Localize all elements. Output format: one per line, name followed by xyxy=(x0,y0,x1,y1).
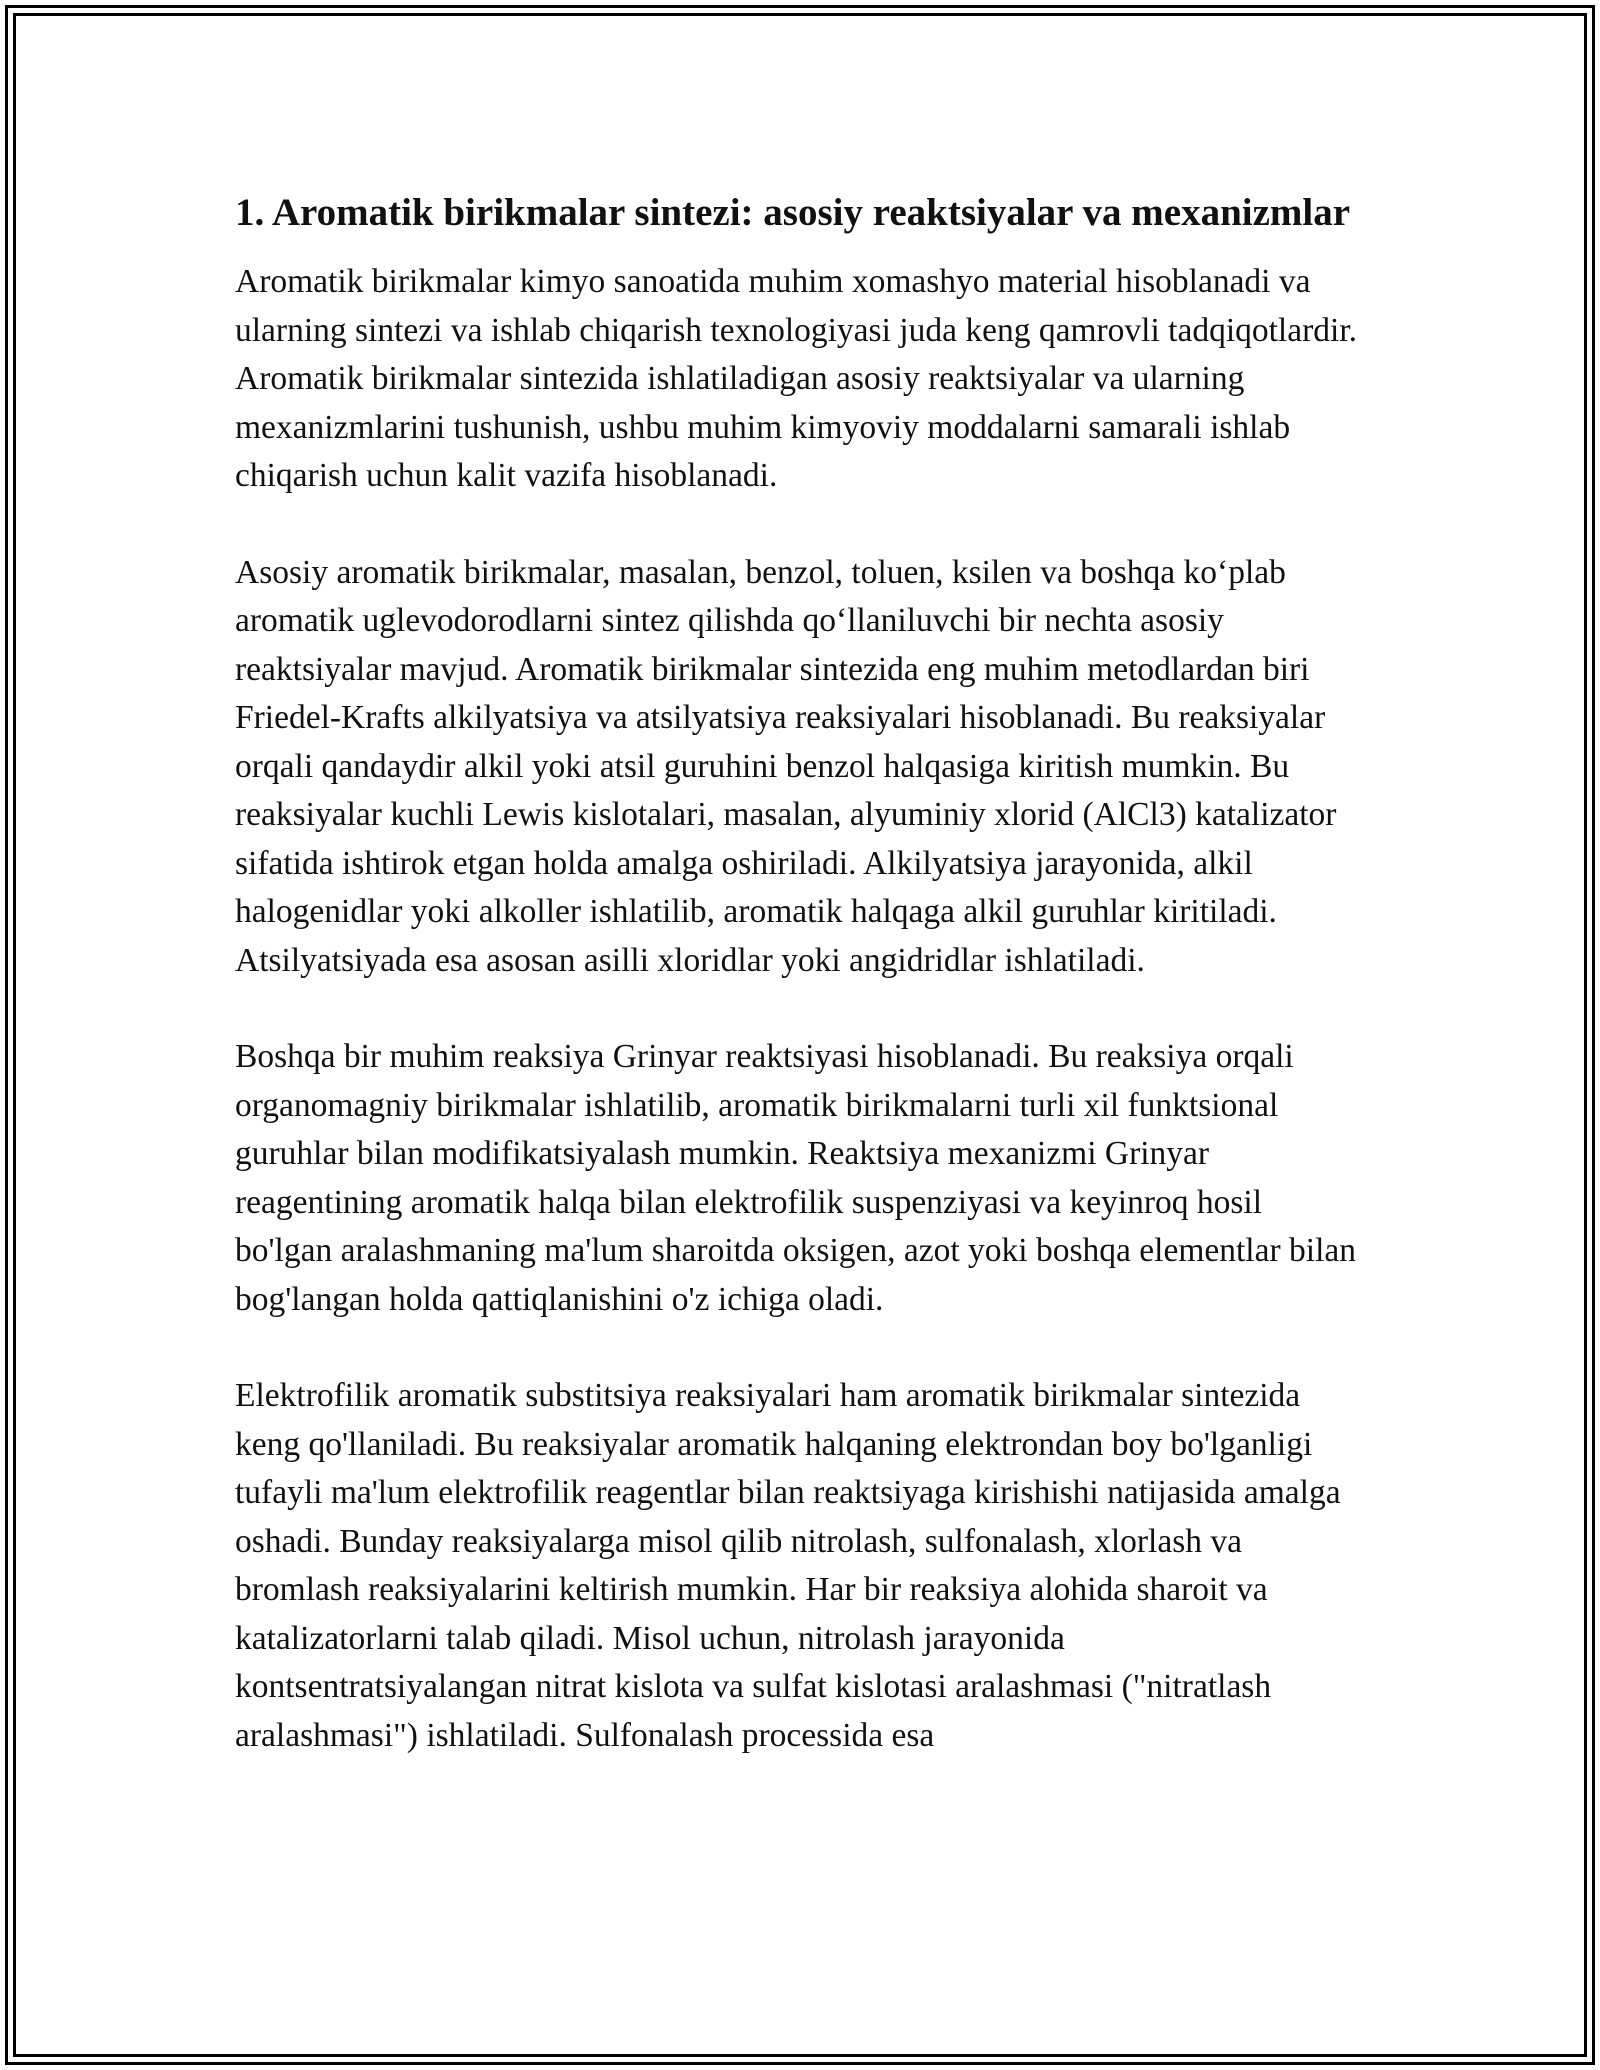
paragraph-intro: Aromatik birikmalar kimyo sanoatida muhim xomashyo material hisoblanadi va ularning sintezi va ishlab chiqarish texnologiyasi juda keng qamrovli tadqiqotlardir. Aromatik birikmalar sintezida ishlatiladigan asosiy reaktsiyalar va ularning mexanizmlarini tushunish, ushbu muhim kimyoviy moddalarni samarali ishlab chiqarish uchun kalit vazifa hisoblanadi. xyxy=(235,263,1358,494)
document-body xyxy=(235,185,1365,1808)
paragraph-grignard: Boshqa bir muhim reaksiya Grinyar reaktsiyasi hisoblanadi. Bu reaksiya orqali organomagniy birikmalar ishlatilib, aromatik birikmalarni turli xil funktsional guruhlar bilan modifikatsiyalash mumkin. Reaktsiya mexanizmi Grinyar reagentining aromatik halqa bilan elektrofilik suspenziyasi va keyinroq hosil bo'lgan aralashmaning ma'lum sharoitda oksigen, azot yoki boshqa elementlar bilan bog'langan holda qattiqlanishini o'z ichiga oladi. xyxy=(235,1038,1356,1318)
section-heading: 1. Aromatik birikmalar sintezi: asosiy reaktsiyalar va mexanizmlar xyxy=(235,191,1351,234)
paragraph-friedel-crafts: Asosiy aromatik birikmalar, masalan, benzol, toluen, ksilen va boshqa ko‘plab aromatik uglevodorodlarni sintez qilishda qo‘llaniluvchi bir nechta asosiy reaktsiyalar mavjud. Aromatik birikmalar sintezida eng muhim metodlardan biri Friedel-Krafts alkilyatsiya va atsilyatsiya reaksiyalari hisoblanadi. Bu reaksiyalar orqali qandaydir alkil yoki atsil guruhini benzol halqasiga kiritish mumkin. Bu reaksiyalar kuchli Lewis kislotalari, masalan, alyuminiy xlorid (AlCl3) katalizator sifatida ishtirok etgan holda amalga oshiriladi. Alkilyatsiya jarayonida, alkil halogenidlar yoki alkoller ishlatilib, aromatik halqaga alkil guruhlar kiritiladi. Atsilyatsiyada esa asosan asilli xloridlar yoki angidridlar ishlatiladi. xyxy=(235,553,1337,979)
paragraph-electrophilic-substitution: Elektrofilik aromatik substitsiya reaksiyalari ham aromatik birikmalar sintezida keng qo'llaniladi. Bu reaksiyalar aromatik halqaning elektrondan boy bo'lganligi tufayli ma'lum elektrofilik reagentlar bilan reaktsiyaga kirishishi natijasida amalga oshadi. Bunday reaksiyalarga misol qilib nitrolash, sulfonalash, xlorlash va bromlash reaksiyalarini keltirish mumkin. Har bir reaksiya alohida sharoit va katalizatorlarni talab qiladi. Misol uchun, nitrolash jarayonida kontsentratsiyalangan nitrat kislota va sulfat kislotasi aralashmasi ("nitratlash aralashmasi") ishlatiladi. Sulfonalash processida esa xyxy=(235,1377,1341,1754)
